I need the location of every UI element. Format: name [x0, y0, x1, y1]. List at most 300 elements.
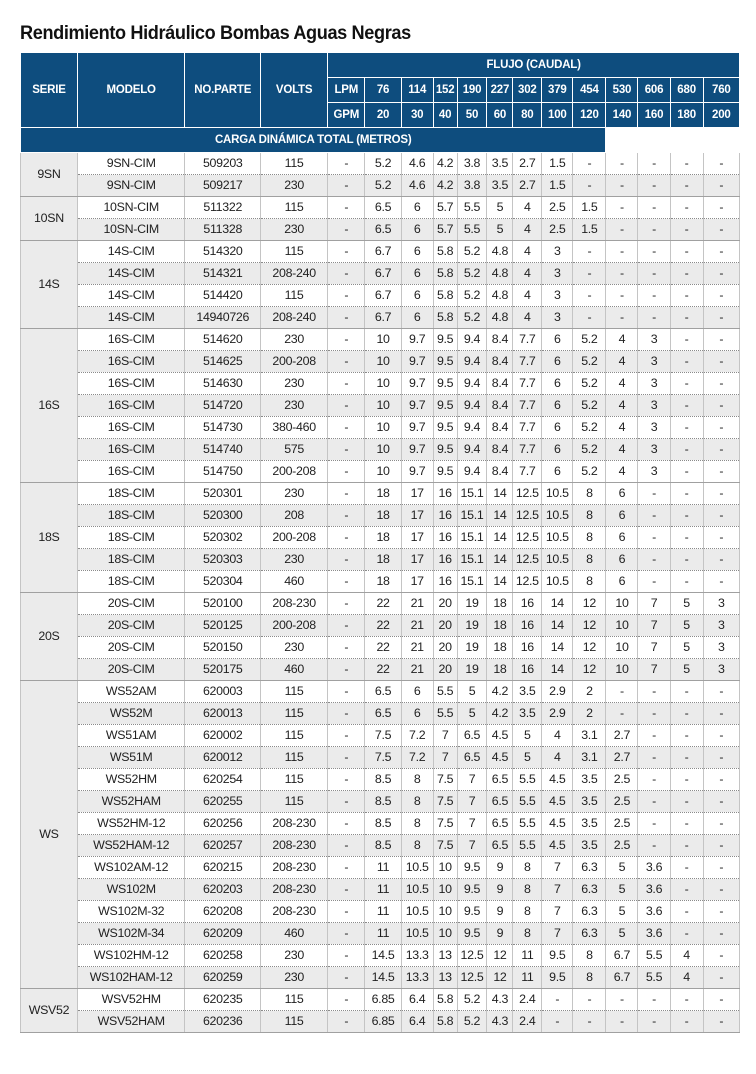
head-value-cell: 9.5: [433, 417, 457, 439]
head-value-cell: -: [573, 307, 606, 329]
flow-label-cell: -: [328, 791, 365, 813]
head-value-cell: 4: [606, 395, 638, 417]
header-lpm-cell: 606: [638, 78, 670, 103]
head-value-cell: 3: [638, 417, 670, 439]
head-value-cell: 9.5: [542, 945, 573, 967]
head-value-cell: 5.5: [457, 197, 487, 219]
part-number-cell: 514620: [185, 329, 261, 351]
head-value-cell: 6.7: [365, 241, 401, 263]
part-number-cell: 620209: [185, 923, 261, 945]
flow-label-cell: -: [328, 241, 365, 263]
head-value-cell: 13: [433, 967, 457, 989]
head-value-cell: -: [638, 703, 670, 725]
part-number-cell: 620002: [185, 725, 261, 747]
part-number-cell: 520301: [185, 483, 261, 505]
head-value-cell: 5.5: [513, 769, 542, 791]
head-value-cell: 3: [703, 659, 739, 681]
table-row: [21, 967, 740, 989]
head-value-cell: -: [670, 461, 703, 483]
head-value-cell: 10.5: [542, 549, 573, 571]
serie-cell: WS: [21, 681, 78, 989]
head-value-cell: 14: [487, 527, 513, 549]
head-value-cell: -: [703, 747, 739, 769]
head-value-cell: 16: [433, 483, 457, 505]
head-value-cell: 7.7: [513, 417, 542, 439]
head-value-cell: 5.5: [513, 835, 542, 857]
head-value-cell: 10: [433, 901, 457, 923]
head-value-cell: 7.7: [513, 461, 542, 483]
part-number-cell: 520302: [185, 527, 261, 549]
head-value-cell: 6.85: [365, 1011, 401, 1033]
modelo-cell: 9SN-CIM: [77, 175, 185, 197]
header-lpm-cell: 152: [433, 78, 457, 103]
head-value-cell: 6.5: [487, 791, 513, 813]
head-value-cell: -: [670, 417, 703, 439]
head-value-cell: 10.5: [542, 571, 573, 593]
head-value-cell: 6: [542, 373, 573, 395]
head-value-cell: 2.5: [542, 197, 573, 219]
head-value-cell: 3.6: [638, 879, 670, 901]
head-value-cell: 12: [487, 945, 513, 967]
volts-cell: 115: [260, 703, 327, 725]
header-lpm-cell: 454: [573, 78, 606, 103]
head-value-cell: 10: [365, 439, 401, 461]
head-value-cell: 11: [365, 901, 401, 923]
head-value-cell: -: [638, 989, 670, 1011]
head-value-cell: 5.7: [433, 197, 457, 219]
flow-label-cell: -: [328, 439, 365, 461]
part-number-cell: 520100: [185, 593, 261, 615]
head-value-cell: -: [703, 1011, 739, 1033]
header-gpm-cell: 50: [457, 103, 487, 128]
head-value-cell: 5.8: [433, 285, 457, 307]
head-value-cell: 4.3: [487, 989, 513, 1011]
head-value-cell: 13: [433, 945, 457, 967]
flow-label-cell: -: [328, 527, 365, 549]
head-value-cell: 5: [606, 901, 638, 923]
volts-cell: 115: [260, 197, 327, 219]
head-value-cell: 2.7: [513, 153, 542, 175]
header-modelo: MODELO: [77, 53, 185, 128]
head-value-cell: 10: [365, 373, 401, 395]
part-number-cell: 511328: [185, 219, 261, 241]
volts-cell: 230: [260, 483, 327, 505]
head-value-cell: 11: [365, 879, 401, 901]
table-row: [21, 1011, 740, 1033]
head-value-cell: 15.1: [457, 527, 487, 549]
head-value-cell: -: [703, 373, 739, 395]
head-value-cell: 14: [542, 615, 573, 637]
serie-cell: 18S: [21, 483, 78, 593]
head-value-cell: 19: [457, 659, 487, 681]
head-value-cell: -: [703, 835, 739, 857]
part-number-cell: 514321: [185, 263, 261, 285]
header-carga: CARGA DINÁMICA TOTAL (METROS): [21, 128, 606, 153]
head-value-cell: 10: [606, 637, 638, 659]
head-value-cell: 5.2: [457, 263, 487, 285]
modelo-cell: WSV52HAM: [77, 1011, 185, 1033]
head-value-cell: -: [670, 395, 703, 417]
head-value-cell: 3.5: [573, 791, 606, 813]
head-value-cell: 3: [638, 395, 670, 417]
head-value-cell: 6.7: [606, 967, 638, 989]
head-value-cell: 8.5: [365, 791, 401, 813]
head-value-cell: 6.5: [365, 219, 401, 241]
head-value-cell: -: [670, 329, 703, 351]
flow-label-cell: -: [328, 1011, 365, 1033]
head-value-cell: -: [670, 791, 703, 813]
head-value-cell: -: [703, 395, 739, 417]
head-value-cell: -: [606, 153, 638, 175]
flow-label-cell: -: [328, 329, 365, 351]
table-row: [21, 329, 740, 351]
head-value-cell: -: [670, 505, 703, 527]
volts-cell: 230: [260, 175, 327, 197]
head-value-cell: 6.7: [365, 285, 401, 307]
head-value-cell: 6.5: [487, 835, 513, 857]
flow-label-cell: -: [328, 813, 365, 835]
head-value-cell: 7: [457, 813, 487, 835]
head-value-cell: 3: [638, 439, 670, 461]
table-row: [21, 857, 740, 879]
header-flujo: FLUJO (CAUDAL): [328, 53, 740, 78]
header-gpm-cell: 40: [433, 103, 457, 128]
modelo-cell: WSV52HM: [77, 989, 185, 1011]
header-lpm-cell: 114: [401, 78, 433, 103]
head-value-cell: 5.2: [573, 461, 606, 483]
head-value-cell: 14: [487, 483, 513, 505]
modelo-cell: 18S-CIM: [77, 549, 185, 571]
head-value-cell: -: [638, 725, 670, 747]
head-value-cell: 9: [487, 923, 513, 945]
head-value-cell: 14: [542, 593, 573, 615]
volts-cell: 230: [260, 395, 327, 417]
head-value-cell: 6: [401, 241, 433, 263]
head-value-cell: 9.5: [433, 395, 457, 417]
volts-cell: 115: [260, 285, 327, 307]
head-value-cell: -: [638, 241, 670, 263]
part-number-cell: 520303: [185, 549, 261, 571]
modelo-cell: WS52HM: [77, 769, 185, 791]
modelo-cell: 16S-CIM: [77, 373, 185, 395]
volts-cell: 115: [260, 725, 327, 747]
head-value-cell: 10: [433, 879, 457, 901]
head-value-cell: 14: [542, 637, 573, 659]
head-value-cell: -: [703, 901, 739, 923]
head-value-cell: 3: [542, 263, 573, 285]
head-value-cell: 8: [513, 923, 542, 945]
modelo-cell: 16S-CIM: [77, 395, 185, 417]
flow-label-cell: -: [328, 835, 365, 857]
table-row: [21, 923, 740, 945]
head-value-cell: 18: [487, 615, 513, 637]
head-value-cell: -: [670, 835, 703, 857]
modelo-cell: 16S-CIM: [77, 351, 185, 373]
volts-cell: 230: [260, 373, 327, 395]
table-row: [21, 373, 740, 395]
head-value-cell: 5.2: [573, 351, 606, 373]
modelo-cell: 20S-CIM: [77, 659, 185, 681]
volts-cell: 115: [260, 1011, 327, 1033]
header-lpm-cell: 227: [487, 78, 513, 103]
head-value-cell: 8: [573, 571, 606, 593]
head-value-cell: 4: [670, 945, 703, 967]
head-value-cell: 5: [606, 879, 638, 901]
table-row: [21, 813, 740, 835]
head-value-cell: 9: [487, 879, 513, 901]
head-value-cell: 4: [513, 219, 542, 241]
head-value-cell: 17: [401, 549, 433, 571]
head-value-cell: 2.5: [606, 813, 638, 835]
head-value-cell: 17: [401, 483, 433, 505]
head-value-cell: -: [606, 703, 638, 725]
head-value-cell: 22: [365, 637, 401, 659]
head-value-cell: 3.5: [573, 835, 606, 857]
head-value-cell: 8.4: [487, 417, 513, 439]
head-value-cell: 8: [573, 945, 606, 967]
table-row: [21, 197, 740, 219]
head-value-cell: -: [606, 285, 638, 307]
volts-cell: 230: [260, 219, 327, 241]
table-row: [21, 505, 740, 527]
volts-cell: 115: [260, 791, 327, 813]
head-value-cell: 1.5: [573, 197, 606, 219]
volts-cell: 115: [260, 153, 327, 175]
head-value-cell: 15.1: [457, 571, 487, 593]
head-value-cell: 18: [365, 549, 401, 571]
head-value-cell: 7: [542, 901, 573, 923]
head-value-cell: 6: [401, 681, 433, 703]
head-value-cell: 3.5: [487, 153, 513, 175]
head-value-cell: -: [670, 197, 703, 219]
modelo-cell: WS52HAM: [77, 791, 185, 813]
modelo-cell: 16S-CIM: [77, 439, 185, 461]
head-value-cell: 14.5: [365, 945, 401, 967]
flow-label-cell: -: [328, 615, 365, 637]
head-value-cell: 5: [670, 615, 703, 637]
modelo-cell: 18S-CIM: [77, 527, 185, 549]
head-value-cell: 1.5: [542, 175, 573, 197]
head-value-cell: -: [670, 857, 703, 879]
flow-label-cell: -: [328, 901, 365, 923]
head-value-cell: 3: [542, 307, 573, 329]
head-value-cell: 4: [606, 373, 638, 395]
head-value-cell: -: [638, 197, 670, 219]
head-value-cell: -: [703, 197, 739, 219]
part-number-cell: 514625: [185, 351, 261, 373]
head-value-cell: 10: [606, 659, 638, 681]
head-value-cell: 8: [573, 527, 606, 549]
head-value-cell: 7: [638, 637, 670, 659]
head-value-cell: 20: [433, 637, 457, 659]
head-value-cell: 14.5: [365, 967, 401, 989]
head-value-cell: 11: [365, 857, 401, 879]
head-value-cell: 4.3: [487, 1011, 513, 1033]
header-gpm-cell: 20: [365, 103, 401, 128]
head-value-cell: 9.4: [457, 439, 487, 461]
head-value-cell: 4.2: [487, 703, 513, 725]
head-value-cell: 5.2: [457, 307, 487, 329]
head-value-cell: 5.8: [433, 1011, 457, 1033]
table-row: [21, 263, 740, 285]
modelo-cell: WS102M-34: [77, 923, 185, 945]
table-row: [21, 879, 740, 901]
head-value-cell: 21: [401, 593, 433, 615]
head-value-cell: 4.8: [487, 263, 513, 285]
flow-label-cell: -: [328, 285, 365, 307]
head-value-cell: -: [573, 989, 606, 1011]
head-value-cell: 18: [487, 659, 513, 681]
head-value-cell: 7: [457, 769, 487, 791]
head-value-cell: 4: [513, 241, 542, 263]
part-number-cell: 520175: [185, 659, 261, 681]
head-value-cell: 16: [513, 637, 542, 659]
header-gpm-cell: 180: [670, 103, 703, 128]
head-value-cell: 7: [433, 747, 457, 769]
modelo-cell: 14S-CIM: [77, 241, 185, 263]
head-value-cell: 6.5: [457, 725, 487, 747]
head-value-cell: 4: [513, 285, 542, 307]
head-value-cell: 4.5: [542, 813, 573, 835]
volts-cell: 230: [260, 945, 327, 967]
head-value-cell: 20: [433, 593, 457, 615]
part-number-cell: 520125: [185, 615, 261, 637]
head-value-cell: -: [670, 285, 703, 307]
head-value-cell: -: [638, 285, 670, 307]
head-value-cell: 5.5: [513, 791, 542, 813]
table-row: [21, 703, 740, 725]
table-row: [21, 725, 740, 747]
volts-cell: 208-240: [260, 263, 327, 285]
table-row: [21, 615, 740, 637]
header-lpm-cell: 760: [703, 78, 739, 103]
head-value-cell: -: [703, 571, 739, 593]
table-row: [21, 791, 740, 813]
header-gpm-cell: 80: [513, 103, 542, 128]
modelo-cell: 14S-CIM: [77, 285, 185, 307]
head-value-cell: 7: [457, 791, 487, 813]
head-value-cell: 6: [542, 461, 573, 483]
head-value-cell: -: [670, 439, 703, 461]
head-value-cell: 5.7: [433, 219, 457, 241]
table-row: [21, 945, 740, 967]
header-no-parte: NO.PARTE: [185, 53, 261, 128]
head-value-cell: 3.6: [638, 923, 670, 945]
head-value-cell: 2.9: [542, 681, 573, 703]
head-value-cell: -: [670, 263, 703, 285]
table-row: [21, 395, 740, 417]
head-value-cell: -: [703, 857, 739, 879]
flow-label-cell: -: [328, 153, 365, 175]
flow-label-cell: -: [328, 461, 365, 483]
modelo-cell: 16S-CIM: [77, 461, 185, 483]
table-row: [21, 417, 740, 439]
head-value-cell: 9.7: [401, 439, 433, 461]
head-value-cell: -: [670, 879, 703, 901]
head-value-cell: 4.8: [487, 241, 513, 263]
head-value-cell: -: [670, 307, 703, 329]
head-value-cell: 7: [542, 923, 573, 945]
head-value-cell: 3: [638, 351, 670, 373]
volts-cell: 115: [260, 241, 327, 263]
head-value-cell: 8: [401, 791, 433, 813]
head-value-cell: 4: [513, 263, 542, 285]
serie-cell: WSV52: [21, 989, 78, 1033]
modelo-cell: 18S-CIM: [77, 483, 185, 505]
head-value-cell: 19: [457, 637, 487, 659]
head-value-cell: -: [703, 703, 739, 725]
modelo-cell: WS52HAM-12: [77, 835, 185, 857]
modelo-cell: 18S-CIM: [77, 505, 185, 527]
modelo-cell: 20S-CIM: [77, 593, 185, 615]
head-value-cell: 10: [365, 351, 401, 373]
head-value-cell: 18: [487, 593, 513, 615]
head-value-cell: -: [638, 769, 670, 791]
part-number-cell: 520150: [185, 637, 261, 659]
flow-label-cell: -: [328, 637, 365, 659]
head-value-cell: 3.5: [487, 175, 513, 197]
head-value-cell: 6.5: [457, 747, 487, 769]
head-value-cell: 5.5: [457, 219, 487, 241]
head-value-cell: -: [703, 989, 739, 1011]
volts-cell: 115: [260, 769, 327, 791]
head-value-cell: 6.3: [573, 857, 606, 879]
table-row: [21, 219, 740, 241]
flow-label-cell: -: [328, 725, 365, 747]
head-value-cell: 2: [573, 681, 606, 703]
head-value-cell: 9.5: [457, 879, 487, 901]
head-value-cell: 8.4: [487, 395, 513, 417]
head-value-cell: 12: [573, 637, 606, 659]
head-value-cell: 9.4: [457, 417, 487, 439]
modelo-cell: 10SN-CIM: [77, 219, 185, 241]
head-value-cell: 16: [433, 571, 457, 593]
head-value-cell: 9.5: [433, 329, 457, 351]
head-value-cell: -: [606, 1011, 638, 1033]
head-value-cell: 6: [401, 197, 433, 219]
flow-label-cell: -: [328, 659, 365, 681]
header-lpm-cell: 379: [542, 78, 573, 103]
head-value-cell: 5.2: [365, 153, 401, 175]
part-number-cell: 620258: [185, 945, 261, 967]
volts-cell: 230: [260, 549, 327, 571]
head-value-cell: 6: [401, 219, 433, 241]
head-value-cell: 5.2: [573, 373, 606, 395]
head-value-cell: -: [670, 681, 703, 703]
head-value-cell: 7.7: [513, 351, 542, 373]
head-value-cell: 1.5: [573, 219, 606, 241]
head-value-cell: 6.5: [487, 813, 513, 835]
head-value-cell: 4.8: [487, 307, 513, 329]
head-value-cell: 4.5: [487, 747, 513, 769]
head-value-cell: -: [638, 483, 670, 505]
performance-table: [20, 52, 740, 1033]
head-value-cell: -: [703, 505, 739, 527]
head-value-cell: 21: [401, 637, 433, 659]
head-value-cell: -: [606, 263, 638, 285]
head-value-cell: 10: [433, 857, 457, 879]
head-value-cell: 9.5: [433, 439, 457, 461]
head-value-cell: 16: [433, 527, 457, 549]
head-value-cell: 6.3: [573, 901, 606, 923]
table-row: [21, 769, 740, 791]
head-value-cell: 7.7: [513, 439, 542, 461]
head-value-cell: 9.5: [433, 373, 457, 395]
head-value-cell: 8.4: [487, 329, 513, 351]
part-number-cell: 514750: [185, 461, 261, 483]
head-value-cell: 7.2: [401, 725, 433, 747]
head-value-cell: -: [573, 263, 606, 285]
